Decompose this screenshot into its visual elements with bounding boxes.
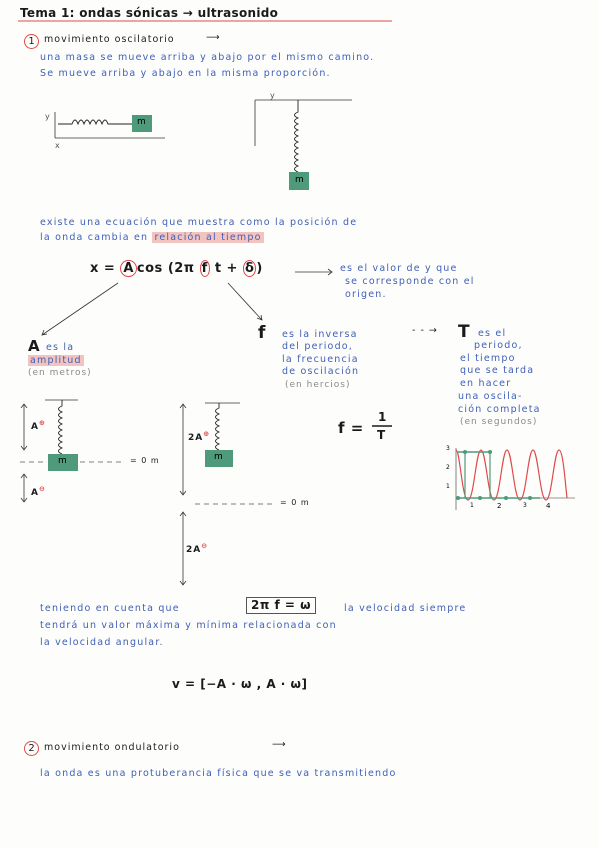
period-line-2: periodo, <box>474 340 523 351</box>
sine-y-tick-1: 1 <box>446 483 450 490</box>
page-title: Tema 1: ondas sónicas → ultrasonido <box>20 6 279 20</box>
frequency-formula-denominator: T <box>377 428 386 442</box>
delta-note-line-3: origen. <box>345 289 387 300</box>
frequency-formula-lhs: f = <box>338 419 364 437</box>
period-line-5: en hacer <box>460 378 512 389</box>
sine-y-tick-3: 3 <box>446 445 450 452</box>
equation-intro-line-1: existe una ecuación que muestra como la posición de <box>40 217 358 228</box>
period-line-3: el tiempo <box>460 353 516 364</box>
two-amplitude-minus-label: 2A⊖ <box>186 542 209 555</box>
equation-amplitude: A <box>120 260 137 277</box>
frequency-arrow: - - → <box>412 325 438 336</box>
period-line-7: ción completa <box>458 404 541 415</box>
equation-intro-line-2: la onda cambia en relación al tiempo <box>40 232 262 243</box>
velocity-line-3: la velocidad angular. <box>40 637 164 648</box>
amplitude-minus-label: A⊖ <box>31 485 46 498</box>
frequency-line-2: del periodo, <box>282 341 354 352</box>
omega-formula-box: 2π f = ω <box>246 597 316 614</box>
amplitude-line-3: (en metros) <box>28 368 92 378</box>
frequency-line-1: es la inversa <box>282 329 358 340</box>
mass-label-2: m <box>295 175 304 185</box>
section-1-number: 1 <box>24 34 39 49</box>
sine-y-tick-2: 2 <box>446 464 450 471</box>
frequency-line-4: de oscilación <box>282 366 360 377</box>
sine-x-tick-4: 4 <box>546 502 551 510</box>
mass-label-4: m <box>214 452 223 462</box>
amplitude-line-1: es la <box>46 342 75 353</box>
axis-y-label-1: y <box>45 112 50 121</box>
frequency-line-3: la frecuencia <box>282 354 359 365</box>
zero-label-1: = 0 m <box>130 456 160 465</box>
section-2-arrow: ⟶ <box>272 739 287 750</box>
section-1-line-1: una masa se mueve arriba y abajo por el mismo camino. <box>40 52 375 63</box>
period-line-1: es el <box>478 328 507 339</box>
axis-x-label-1: x <box>55 141 60 150</box>
mass-label-3: m <box>58 456 67 466</box>
mass-label-1: m <box>137 117 146 127</box>
period-line-4: que se tarda <box>460 365 535 376</box>
frequency-formula-numerator: 1 <box>378 410 387 424</box>
section-2-heading: movimiento ondulatorio <box>44 742 180 753</box>
sine-x-tick-1: 1 <box>470 502 474 509</box>
main-equation: x = A cos (2π f t + δ ) <box>90 261 263 276</box>
equation-frequency: f <box>201 261 208 276</box>
frequency-line-5: (en hercios) <box>285 380 351 390</box>
section-2-line-1: la onda es una protuberancia física que se va transmitiendo <box>40 768 397 779</box>
zero-label-2: = 0 m <box>280 498 310 507</box>
delta-note-line-2: se corresponde con el <box>345 276 475 287</box>
section-2-number: 2 <box>24 741 39 756</box>
section-1-arrow: ⟶ <box>206 32 221 43</box>
sine-x-tick-2: 2 <box>497 502 502 510</box>
velocity-line-1b: la velocidad siempre <box>344 603 467 614</box>
period-letter: T <box>458 322 470 342</box>
highlight-time: relación al tiempo <box>154 232 262 243</box>
two-amplitude-plus-label: 2A⊕ <box>188 430 211 443</box>
section-1-line-2: Se mueve arriba y abajo en la misma proporción. <box>40 68 331 79</box>
sine-x-tick-3: 3 <box>523 502 527 509</box>
period-line-8: (en segundos) <box>460 417 538 427</box>
amplitude-line-2: amplitud <box>30 355 82 366</box>
equation-delta: δ <box>244 261 255 276</box>
period-line-6: una oscila- <box>458 391 523 402</box>
velocity-line-2: tendrá un valor máxima y mínima relacionada con <box>40 620 337 631</box>
axis-y-label-2: y <box>270 91 275 100</box>
section-1-heading: movimiento oscilatorio <box>44 34 175 45</box>
velocity-range-formula: v = [−A · ω , A · ω] <box>172 677 308 691</box>
delta-note-line-1: es el valor de y que <box>340 263 458 274</box>
amplitude-plus-label: A⊕ <box>31 419 46 432</box>
frequency-letter: f <box>258 323 266 343</box>
velocity-line-1a: teniendo en cuenta que <box>40 603 180 614</box>
amplitude-letter: A <box>28 337 40 355</box>
